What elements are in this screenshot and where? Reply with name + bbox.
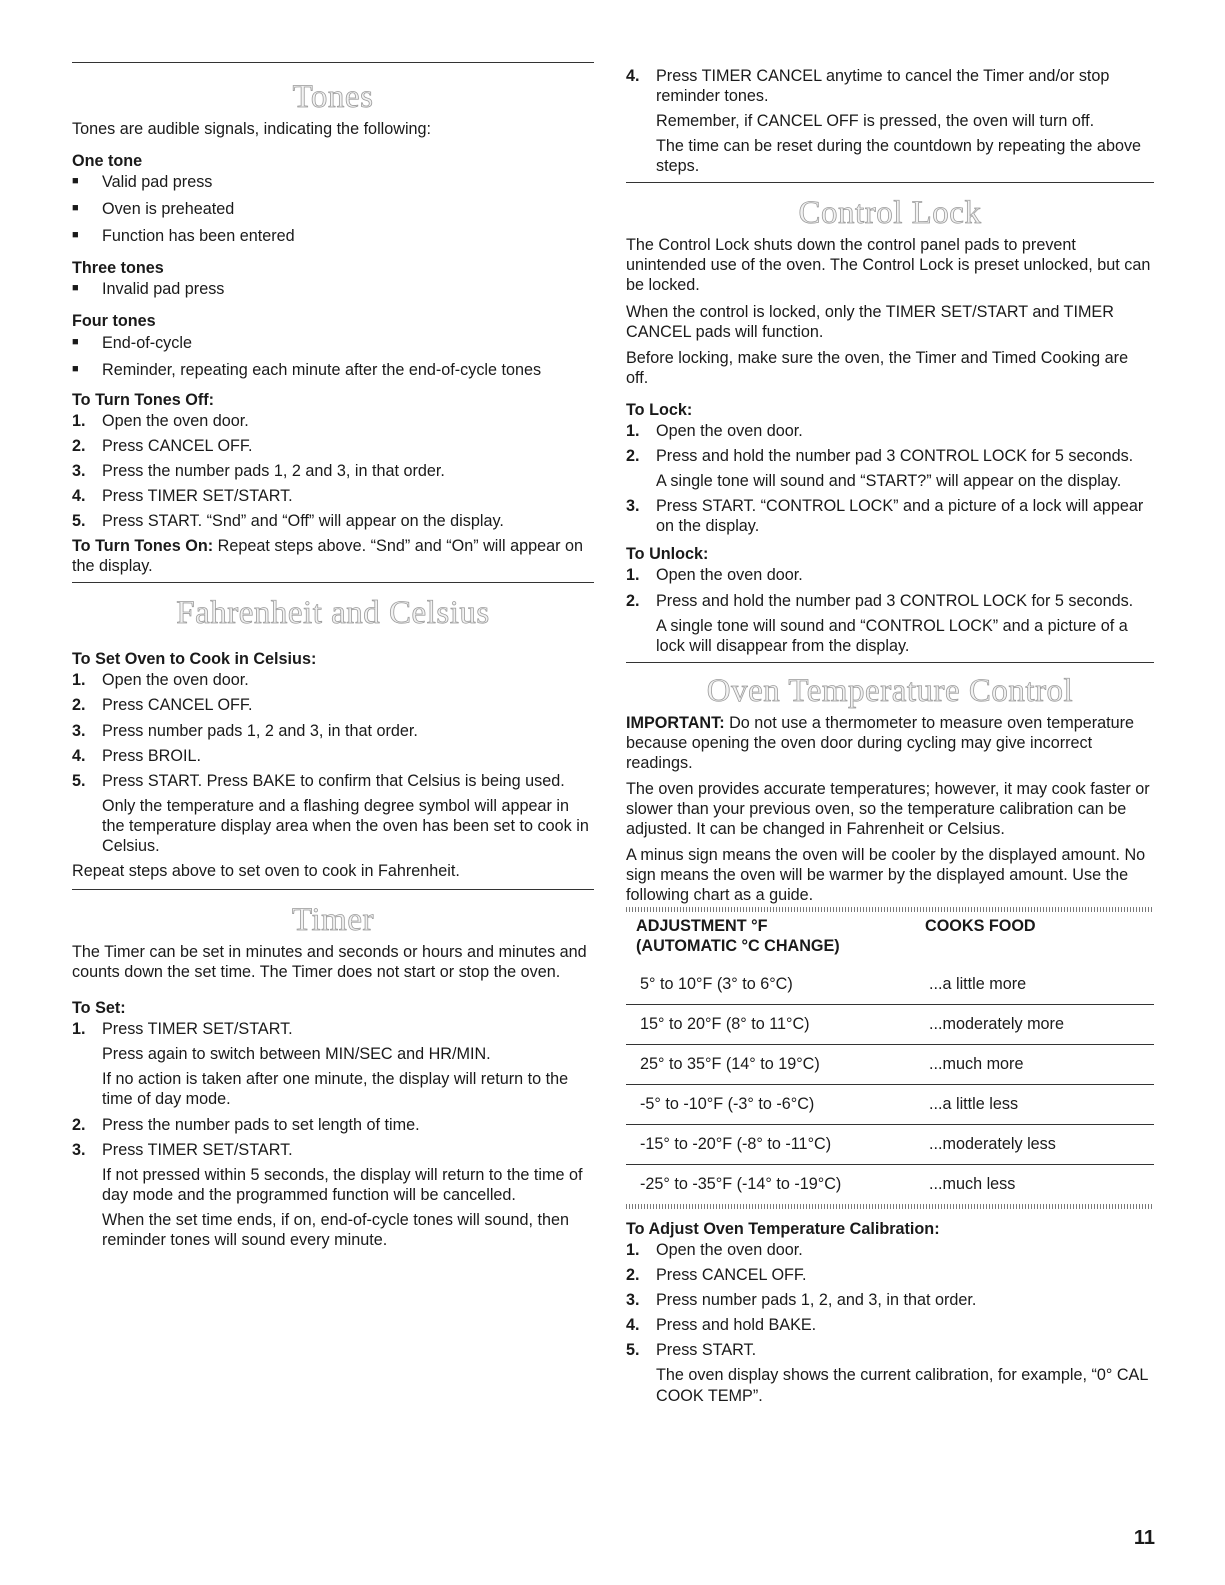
table-body: [626, 965, 1154, 1204]
important-paragraph: [626, 713, 1154, 773]
section-title: Timer: [292, 902, 374, 939]
tone-group-heading: One tone: [72, 152, 143, 171]
step-text: Press and hold BAKE.: [656, 1316, 817, 1335]
step-number: 4.: [626, 1316, 640, 1335]
step-text: Press CANCEL OFF.: [102, 436, 253, 455]
list-item: [72, 486, 594, 506]
list-item: [626, 1340, 1154, 1405]
cooks-food-cell: ...a little more: [929, 974, 1027, 993]
timer-continued: [626, 66, 1154, 176]
step-note: Only the temperature and a flashing degree symbol will appear in the temperature display area when the oven has been set to cook in Celsius.: [102, 796, 589, 855]
list-item: [626, 591, 1154, 656]
section-divider: [72, 582, 594, 583]
control-lock-section: [626, 182, 1154, 655]
celsius-steps: [72, 670, 594, 856]
bullet-item: ■ End-of-cycle: [72, 333, 594, 353]
bullet-item: ■ Oven is preheated: [72, 199, 594, 219]
section-divider: [72, 62, 594, 63]
step-number: 4.: [72, 487, 86, 506]
list-item: [72, 411, 594, 431]
timer-intro: The Timer can be set in minutes and seconds or hours and minutes and counts down the set time. The Timer does not start or stop the oven.: [72, 943, 587, 982]
tones-on-text: Repeat steps above. “Snd” and “On” will appear on the display.: [72, 537, 583, 576]
list-item: [626, 1265, 1154, 1285]
adjust-steps: [626, 1240, 1154, 1406]
cooks-food-cell: ...much less: [915, 1164, 1154, 1204]
table-row: [626, 1124, 1154, 1164]
step-number: 1.: [626, 566, 640, 585]
timer-set-heading: To Set:: [72, 999, 126, 1018]
bullet-list: [72, 333, 594, 380]
control-lock-p3: Before locking, make sure the oven, the Timer and Timed Cooking are off.: [626, 348, 1129, 387]
oven-temp-p1: The oven provides accurate temperatures; however, it may cook faster or slower than your previous oven, so the temperature calibration can be adjusted. It can be changed in Fahrenheit or Celsius.: [626, 779, 1150, 839]
step-text: Press START.: [656, 1341, 757, 1360]
step-number: 1.: [72, 671, 86, 690]
left-column: [72, 62, 594, 1255]
list-item: [626, 565, 1154, 585]
list-item: [72, 746, 594, 766]
step-number: 3.: [72, 461, 86, 480]
step-text: Press number pads 1, 2 and 3, in that order.: [102, 721, 418, 740]
step-text: Press CANCEL OFF.: [656, 1266, 807, 1285]
bullet-list: [72, 279, 594, 299]
table-row: [626, 1164, 1154, 1204]
tone-group-heading: Three tones: [72, 259, 164, 278]
tone-groups: [72, 151, 594, 380]
table-row: [626, 965, 1154, 1005]
step-note: A single tone will sound and “START?” will appear on the display.: [656, 472, 1122, 491]
control-lock-p2: When the control is locked, only the TIMER SET/START and TIMER CANCEL pads will function.: [626, 302, 1114, 341]
tones-off-steps: [72, 411, 594, 531]
list-item: [626, 1240, 1154, 1260]
unlock-heading: To Unlock:: [626, 545, 709, 564]
step-number: 3.: [72, 1140, 86, 1159]
table-row: [626, 1084, 1154, 1124]
calibration-table: [626, 912, 1154, 1204]
list-item: [72, 695, 594, 715]
list-item: [72, 721, 594, 741]
lock-heading: To Lock:: [626, 400, 693, 419]
section-title: Oven Temperature Control: [706, 672, 1074, 709]
adjustment-cell: -5° to -10°F (-3° to -6°C): [626, 1084, 915, 1124]
step-note: The time can be reset during the countdown by repeating the above steps.: [656, 137, 1142, 176]
step-number: 5.: [72, 771, 86, 790]
section-title: Tones: [292, 79, 374, 115]
list-item: [72, 461, 594, 481]
table-header-row: [626, 912, 1154, 964]
list-item: [72, 511, 594, 531]
step-number: 3.: [626, 1291, 640, 1310]
step-number: 3.: [72, 721, 86, 740]
step-number: 2.: [72, 436, 86, 455]
section-title: Fahrenheit and Celsius: [176, 595, 490, 632]
step-number: 1.: [626, 421, 640, 440]
list-item: [72, 670, 594, 690]
step-text: Open the oven door.: [102, 411, 249, 430]
tone-group-heading: Four tones: [72, 312, 156, 331]
adjustment-cell: -15° to -20°F (-8° to -11°C): [626, 1124, 915, 1164]
step-number: 2.: [72, 696, 86, 715]
right-column: [626, 66, 1154, 1411]
step-number: 5.: [626, 1341, 640, 1360]
step-number: 2.: [626, 447, 640, 466]
step-text: Press START. Press BAKE to confirm that Celsius is being used.: [102, 771, 565, 790]
list-item: [626, 421, 1154, 441]
tones-intro: Tones are audible signals, indicating the following:: [72, 119, 432, 138]
list-item: [626, 1315, 1154, 1335]
step-number: 1.: [72, 1020, 86, 1039]
lock-steps: [626, 421, 1154, 536]
step-text: Press the number pads to set length of time.: [102, 1115, 420, 1134]
step-number: 2.: [626, 1266, 640, 1285]
adjustment-cell: -25° to -35°F (-14° to -19°C): [626, 1164, 915, 1204]
timer-section: [72, 889, 594, 1250]
list-item: [72, 771, 594, 856]
step-text: Open the oven door.: [656, 566, 803, 585]
section-divider: [626, 182, 1154, 183]
table-bottom-border: [626, 1204, 1154, 1209]
celsius-heading: To Set Oven to Cook in Celsius:: [72, 650, 317, 669]
tones-off-heading: To Turn Tones Off:: [72, 390, 215, 409]
step-number: 3.: [626, 497, 640, 516]
step-note: When the set time ends, if on, end-of-cycle tones will sound, then reminder tones will sound every minute.: [102, 1210, 569, 1249]
oven-temperature-section: [626, 662, 1154, 1406]
step-text: Press START. “CONTROL LOCK” and a picture of a lock will appear on the display.: [656, 497, 1144, 536]
bullet-item: ■ Reminder, repeating each minute after the end-of-cycle tones: [72, 360, 594, 380]
step-number: 1.: [72, 411, 86, 430]
fahrenheit-celsius-section: [72, 582, 594, 881]
step-number: 5.: [72, 512, 86, 531]
tones-on-label: To Turn Tones On:: [72, 537, 214, 556]
step-text: Press and hold the number pad 3 CONTROL LOCK for 5 seconds.: [656, 447, 1134, 466]
step-text: Press CANCEL OFF.: [102, 696, 253, 715]
adjust-heading: To Adjust Oven Temperature Calibration:: [626, 1220, 940, 1238]
adjustment-cell: 5° to 10°F (3° to 6°C): [640, 974, 793, 993]
page-number: 11: [1133, 1527, 1155, 1549]
step-note: A single tone will sound and “CONTROL LOCK” and a picture of a lock will disappear from the display.: [656, 616, 1128, 655]
section-title: Control Lock: [798, 195, 982, 232]
list-item: [72, 1019, 594, 1109]
step-text: Open the oven door.: [102, 671, 249, 690]
table-row: [626, 1004, 1154, 1044]
tones-section: [72, 62, 594, 576]
step-text: Press BROIL.: [102, 746, 201, 765]
step-note: If no action is taken after one minute, the display will return to the time of day mode.: [102, 1070, 569, 1109]
step-text: Press TIMER SET/START.: [102, 487, 293, 506]
control-lock-p1: The Control Lock shuts down the control panel pads to prevent unintended use of the oven. The Control Lock is preset unlocked, but can be locked.: [626, 236, 1151, 295]
bullet-list: [72, 172, 594, 246]
tones-on-paragraph: [72, 536, 594, 576]
list-item: [626, 446, 1154, 491]
step-text: Press TIMER CANCEL anytime to cancel the Timer and/or stop reminder tones.: [656, 67, 1110, 106]
step-text: Press number pads 1, 2, and 3, in that order.: [656, 1291, 977, 1310]
step-number: 4.: [626, 67, 640, 85]
cooks-food-cell: ...moderately less: [915, 1124, 1154, 1164]
bullet-item: ■ Valid pad press: [72, 172, 594, 192]
unlock-steps: [626, 565, 1154, 655]
timer-cancel-step: [626, 66, 1154, 176]
section-divider: [626, 662, 1154, 663]
header-adjustment-line1: ADJUSTMENT °F: [636, 917, 768, 936]
section-divider: [72, 889, 594, 890]
header-adjustment: [626, 912, 915, 964]
header-cooks-food: COOKS FOOD: [925, 917, 1036, 936]
cooks-food-cell: ...moderately more: [915, 1004, 1154, 1044]
list-item: [626, 496, 1154, 536]
step-text: Open the oven door.: [656, 421, 803, 440]
list-item: [72, 1115, 594, 1135]
step-text: Press TIMER SET/START.: [102, 1020, 293, 1039]
step-number: 2.: [72, 1115, 86, 1134]
step-note: Remember, if CANCEL OFF is pressed, the oven will turn off.: [656, 112, 1095, 131]
bullet-item: ■ Invalid pad press: [72, 279, 594, 299]
list-item: [626, 66, 1154, 176]
bullet-item: ■ Function has been entered: [72, 226, 594, 246]
list-item: [626, 1290, 1154, 1310]
header-adjustment-line2: (AUTOMATIC °C CHANGE): [636, 937, 840, 956]
step-text: Press and hold the number pad 3 CONTROL LOCK for 5 seconds.: [656, 591, 1134, 610]
oven-temp-p2: A minus sign means the oven will be cooler by the displayed amount. No sign means the oven will be warmer by the displayed amount. Use the following chart as a guide.: [626, 846, 1146, 905]
step-text: Press START. “Snd” and “Off” will appear on the display.: [102, 512, 504, 531]
table-row: [626, 1044, 1154, 1084]
fahrenheit-footer: Repeat steps above to set oven to cook in Fahrenheit.: [72, 861, 460, 880]
cooks-food-cell: ...a little less: [915, 1084, 1154, 1124]
important-label: IMPORTANT:: [626, 713, 725, 732]
adjustment-cell: 15° to 20°F (8° to 11°C): [626, 1004, 915, 1044]
list-item: [72, 436, 594, 456]
step-number: 2.: [626, 591, 640, 610]
adjustment-cell: 25° to 35°F (14° to 19°C): [626, 1044, 915, 1084]
step-number: 4.: [72, 746, 86, 765]
list-item: [72, 1140, 594, 1250]
step-text: Press the number pads 1, 2 and 3, in that order.: [102, 461, 445, 480]
step-note: Press again to switch between MIN/SEC and HR/MIN.: [102, 1045, 491, 1064]
step-note: If not pressed within 5 seconds, the display will return to the time of day mode and the programmed function will be cancelled.: [102, 1165, 583, 1204]
step-note: The oven display shows the current calibration, for example, “0° CAL COOK TEMP”.: [656, 1366, 1148, 1405]
important-text: Do not use a thermometer to measure oven temperature because opening the oven door during cycling may give incorrect readings.: [626, 713, 1134, 772]
cooks-food-cell: ...much more: [915, 1044, 1154, 1084]
step-number: 1.: [626, 1241, 640, 1260]
step-text: Press TIMER SET/START.: [102, 1140, 293, 1159]
timer-set-steps: [72, 1019, 594, 1250]
step-text: Open the oven door.: [656, 1241, 803, 1260]
